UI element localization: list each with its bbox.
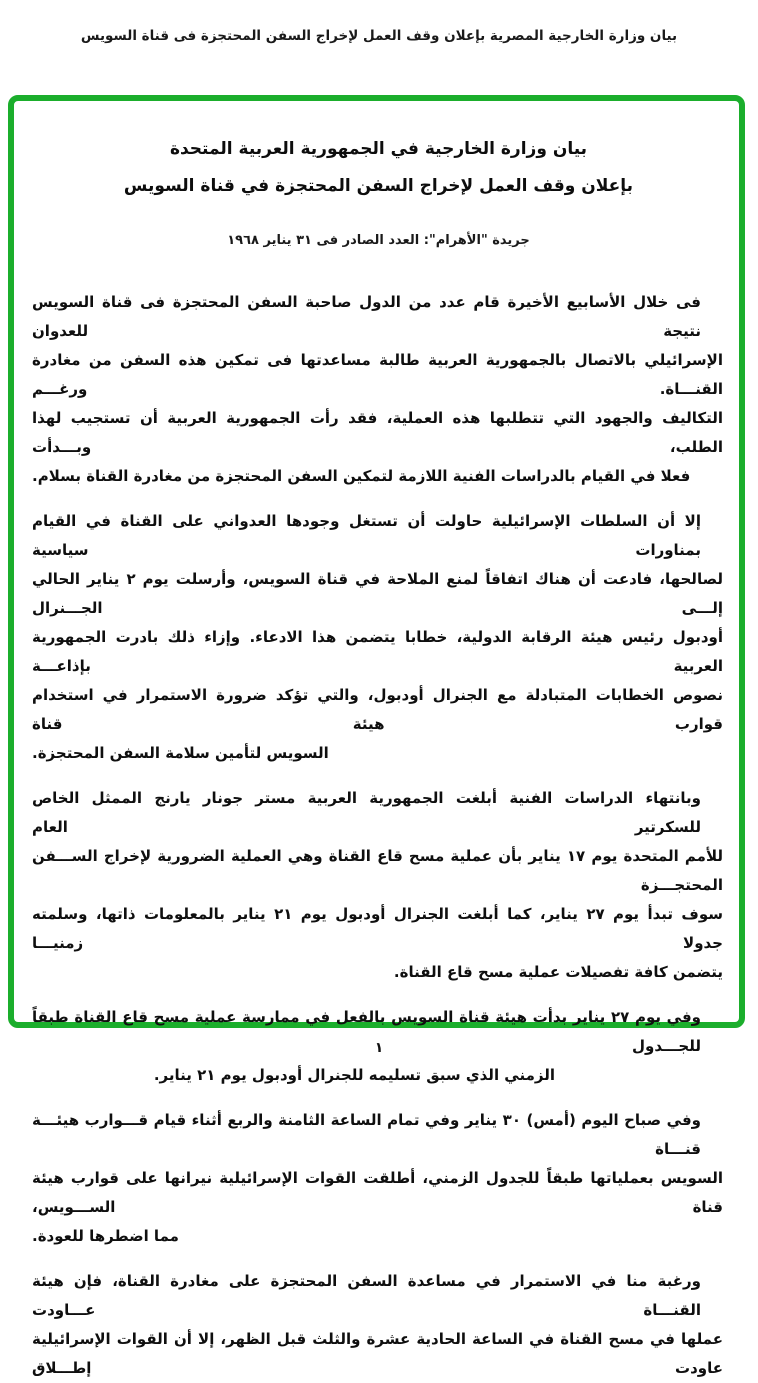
document-body bbox=[24, 288, 733, 1383]
document-title-line-2: بإعلان وقف العمل لإخراج السفن المحتجزة في قناة السويس bbox=[123, 176, 634, 196]
paragraph-line: إلا أن السلطات الإسرائيلية حاولت أن تستغل وجودها العدواني على القناة في القيام بمناورات سياسية bbox=[32, 512, 701, 559]
paragraph-line: وفي صباح اليوم (أمس) ٣٠ يناير وفي تمام الساعة الثامنة والربع أثناء قيام قـــوارب هيئـــة قنـــاة bbox=[32, 1111, 701, 1158]
paragraph-line: السويس بعملياتها طبقاً للجدول الزمني، أطلقت القوات الإسرائيلية نيرانها على قوارب هيئة قناة الســـويس، bbox=[32, 1169, 723, 1216]
document-border-frame bbox=[8, 95, 745, 1377]
page-number: ١ bbox=[374, 1040, 384, 1056]
paragraph-line: الإسرائيلي بالاتصال بالجمهورية العربية طالبة مساعدتها فى تمكين هذه السفن من مغادرة القنـــاة. ورغـــم bbox=[32, 351, 723, 398]
paragraph-line: ورغبة منا في الاستمرار في مساعدة السفن المحتجزة على مغادرة القناة، فإن هيئة القنـــاة عـــاودت bbox=[32, 1272, 701, 1319]
paragraph bbox=[32, 784, 723, 987]
paragraph-line: فعلا في القيام بالدراسات الفنية اللازمة لتمكين السفن المحتجزة من مغادرة القناة بسلام. bbox=[32, 467, 691, 485]
document-content bbox=[24, 101, 733, 1377]
paragraph-line: وبانتهاء الدراسات الفنية أبلغت الجمهورية العربية مستر جونار يارنج الممثل الخاص للسكرتير العام bbox=[32, 789, 701, 836]
paragraph-line: فى خلال الأسابيع الأخيرة قام عدد من الدول صاحبة السفن المحتجزة فى قناة السويس نتيجة للعدوان bbox=[32, 293, 701, 340]
document-title-line-1: بيان وزارة الخارجية في الجمهورية العربية المتحدة bbox=[169, 139, 588, 159]
paragraph bbox=[32, 288, 723, 491]
paragraph-line: لصالحها، فادعت أن هناك اتفاقاً لمنع الملاحة في قناة السويس، وأرسلت يوم ٢ يناير الحالي إلـــى الجـــنرال bbox=[32, 570, 723, 617]
paragraph-line: أودبول رئيس هيئة الرقابة الدولية، خطابا يتضمن هذا الادعاء. وإزاء ذلك بادرت الجمهورية العربية بإذاعـــة bbox=[32, 628, 723, 675]
paragraph-line: يتضمن كافة تفصيلات عملية مسح قاع القناة. bbox=[393, 963, 723, 981]
source-citation: جريدة "الأهرام": العدد الصادر فى ٣١ يناير ١٩٦٨ bbox=[227, 233, 530, 248]
paragraph-line: نصوص الخطابات المتبادلة مع الجنرال أودبول، والتي تؤكد ضرورة الاستمرار في استخدام قوارب هيئة قناة bbox=[32, 686, 723, 733]
paragraph bbox=[32, 1267, 723, 1383]
page-header-title: بيان وزارة الخارجية المصرية بإعلان وقف العمل لإخراج السفن المحتجزة فى قناة السويس bbox=[80, 28, 678, 44]
paragraph bbox=[32, 1106, 723, 1251]
paragraph-line: سوف تبدأ يوم ٢٧ يناير، كما أبلغت الجنرال أودبول يوم ٢١ يناير بالمعلومات ذاتها، وسلمته جدولا زمنيـــا bbox=[32, 905, 724, 952]
paragraph-line: مما اضطرها للعودة. bbox=[32, 1227, 179, 1245]
paragraph-line: الزمني الذي سبق تسليمه للجنرال أودبول يوم ٢١ يناير. bbox=[153, 1066, 555, 1084]
paragraph-line: للأمم المتحدة يوم ١٧ يناير بأن عملية مسح قاع القناة وهي العملية الضرورية لإخراج الســـفن المحتجـــزة bbox=[32, 847, 723, 894]
paragraph bbox=[32, 507, 723, 768]
paragraph-line: السويس لتأمين سلامة السفن المحتجزة. bbox=[32, 744, 329, 762]
paragraph-line: التكاليف والجهود التي تتطلبها هذه العملية، فقد رأت الجمهورية العربية أن تستجيب لهذا الطلب، وبـــدأت bbox=[32, 409, 723, 456]
paragraph-line: وفي يوم ٢٧ يناير بدأت هيئة قناة السويس بالفعل في ممارسة عملية مسح قاع القناة طبقاً للجـــدول bbox=[32, 1008, 701, 1055]
paragraph-line: عملها في مسح القناة في الساعة الحادية عشرة والثلث قبل الظهر، إلا أن القوات الإسرائيلية عاودت إطـــلاق bbox=[32, 1330, 723, 1377]
